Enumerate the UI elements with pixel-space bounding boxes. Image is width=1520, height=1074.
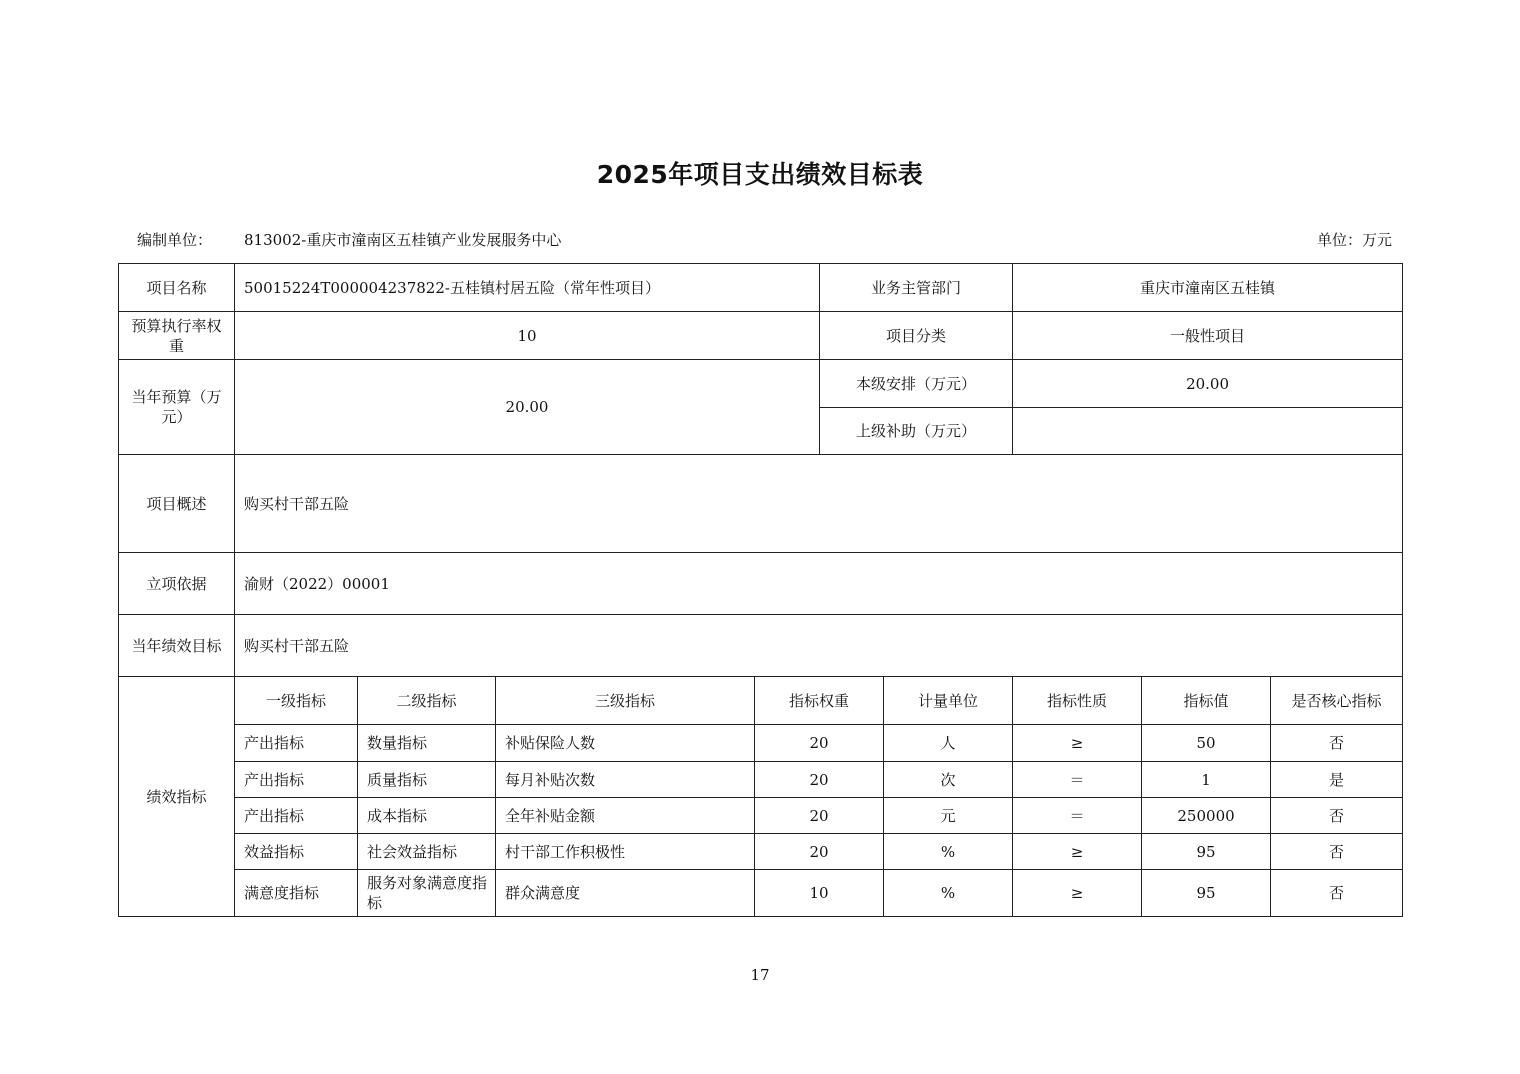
- value-cell: 250000: [1142, 798, 1271, 834]
- local-funding-label: 本级安排（万元）: [820, 360, 1013, 408]
- weight-cell: 20: [755, 834, 884, 870]
- org-value: 813002-重庆市潼南区五桂镇产业发展服务中心: [244, 231, 562, 249]
- header-level3: 三级指标: [496, 677, 755, 725]
- dept-label: 业务主管部门: [820, 264, 1013, 312]
- level1-cell: 产出指标: [235, 798, 358, 834]
- basis-label: 立项依据: [119, 553, 235, 615]
- nature-cell: ＝: [1013, 762, 1142, 798]
- weight-cell: 20: [755, 762, 884, 798]
- table-row: [119, 762, 1403, 798]
- upper-funding-value: [1013, 408, 1403, 455]
- header-level1: 一级指标: [235, 677, 358, 725]
- unit-cell: 人: [884, 725, 1013, 762]
- nature-cell: ＝: [1013, 798, 1142, 834]
- table-row: [119, 834, 1403, 870]
- core-cell: 否: [1271, 834, 1403, 870]
- weight-cell: 20: [755, 725, 884, 762]
- value-cell: 50: [1142, 725, 1271, 762]
- level3-cell: 村干部工作积极性: [496, 834, 755, 870]
- header-value: 指标值: [1142, 677, 1271, 725]
- overview-label: 项目概述: [119, 455, 235, 553]
- core-cell: 否: [1271, 870, 1403, 917]
- value-cell: 95: [1142, 870, 1271, 917]
- nature-cell: ≥: [1013, 725, 1142, 762]
- table-row: [119, 725, 1403, 762]
- header-core: 是否核心指标: [1271, 677, 1403, 725]
- value-cell: 1: [1142, 762, 1271, 798]
- level3-cell: 补贴保险人数: [496, 725, 755, 762]
- header-level2: 二级指标: [358, 677, 496, 725]
- header-nature: 指标性质: [1013, 677, 1142, 725]
- budget-value: 20.00: [235, 360, 820, 455]
- unit-cell: %: [884, 870, 1013, 917]
- level3-cell: 每月补贴次数: [496, 762, 755, 798]
- category-label: 项目分类: [820, 312, 1013, 360]
- header-weight: 指标权重: [755, 677, 884, 725]
- local-funding-value: 20.00: [1013, 360, 1403, 408]
- exec-weight-label: 预算执行率权重: [119, 312, 235, 360]
- header-unit: 计量单位: [884, 677, 1013, 725]
- unit-cell: %: [884, 834, 1013, 870]
- level3-cell: 全年补贴金额: [496, 798, 755, 834]
- level1-cell: 产出指标: [235, 762, 358, 798]
- budget-label: 当年预算（万元）: [119, 360, 235, 455]
- core-cell: 否: [1271, 725, 1403, 762]
- level1-cell: 效益指标: [235, 834, 358, 870]
- core-cell: 是: [1271, 762, 1403, 798]
- page-number: 17: [750, 966, 770, 984]
- indicator-label: 绩效指标: [119, 677, 235, 917]
- dept-value: 重庆市潼南区五桂镇: [1013, 264, 1403, 312]
- weight-cell: 10: [755, 870, 884, 917]
- upper-funding-label: 上级补助（万元）: [820, 408, 1013, 455]
- core-cell: 否: [1271, 798, 1403, 834]
- exec-weight-value: 10: [235, 312, 820, 360]
- basis-value: 渝财（2022）00001: [235, 553, 1403, 615]
- nature-cell: ≥: [1013, 834, 1142, 870]
- project-name-label: 项目名称: [119, 264, 235, 312]
- level1-cell: 满意度指标: [235, 870, 358, 917]
- level1-cell: 产出指标: [235, 725, 358, 762]
- level2-cell: 成本指标: [358, 798, 496, 834]
- org-label: 编制单位：: [137, 231, 213, 249]
- level2-cell: 社会效益指标: [358, 834, 496, 870]
- weight-cell: 20: [755, 798, 884, 834]
- level2-cell: 质量指标: [358, 762, 496, 798]
- nature-cell: ≥: [1013, 870, 1142, 917]
- overview-value: 购买村干部五险: [235, 455, 1403, 553]
- goal-value: 购买村干部五险: [235, 615, 1403, 677]
- unit-cell: 次: [884, 762, 1013, 798]
- table-row: [119, 798, 1403, 834]
- value-cell: 95: [1142, 834, 1271, 870]
- unit-cell: 元: [884, 798, 1013, 834]
- project-name-value: 50015224T000004237822-五桂镇村居五险（常年性项目）: [235, 264, 820, 312]
- page-title: 2025年项目支出绩效目标表: [596, 160, 924, 189]
- goal-label: 当年绩效目标: [119, 615, 235, 677]
- level3-cell: 群众满意度: [496, 870, 755, 917]
- performance-table: [118, 263, 1403, 917]
- table-row: [119, 870, 1403, 917]
- level2-cell: 数量指标: [358, 725, 496, 762]
- money-unit: 单位：万元: [1316, 231, 1392, 249]
- category-value: 一般性项目: [1013, 312, 1403, 360]
- level2-cell: 服务对象满意度指标: [358, 870, 496, 917]
